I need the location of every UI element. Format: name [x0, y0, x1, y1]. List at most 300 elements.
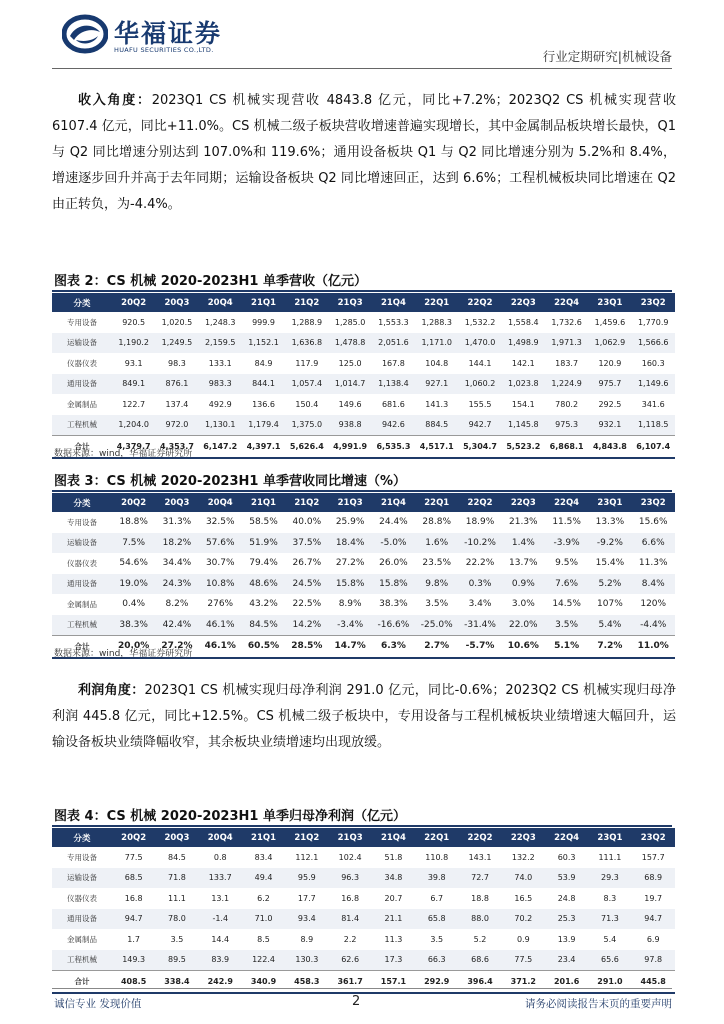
table-cell: 49.4 [242, 868, 285, 889]
table-cell: 972.0 [155, 415, 198, 436]
table-cell: 22.5% [292, 599, 322, 610]
table-cell: 23.5% [422, 558, 452, 569]
table-cell: 68.6 [458, 950, 501, 971]
table-cell: 1,732.6 [551, 317, 582, 327]
table-cell: 1,248.3 [204, 317, 236, 327]
table-cell: 167.8 [381, 358, 405, 368]
table-cell: 141.3 [425, 399, 449, 409]
table-cell: 28.8% [422, 517, 452, 528]
table-cell: 1,470.0 [458, 333, 501, 354]
table-cell: -10.2% [458, 533, 501, 554]
table-cell: 4,379.7 [112, 436, 155, 458]
table-cell: 54.6% [119, 558, 148, 569]
table-cell: 94.7 [632, 909, 675, 930]
revenue-paragraph-text: 2023Q1 CS 机械实现营收 4843.8 亿元，同比+7.2%；2023Q2 CS 机械实现营收 6107.4 亿元，同比+11.0%。CS 机械二级子板块营收增速普遍实现增长，其中金属制品板块增长最快，Q1 与 Q2 同比增速分别达到 107.0%和 119.6%；通用设备板块 Q1 与 Q2 同比增速分别为 5.2%和 8.4%，增速逐步回升并高于去年同期；运输设备板块 Q2 同比增速回正，达到 6.6%；工程机械板块同比增速在 Q2 由正转负，为-4.4%。 [52, 93, 676, 212]
table-cell: 1,145.8 [502, 415, 545, 436]
table-cell: 1,224.9 [545, 374, 588, 395]
table-cell: 15.6% [638, 517, 668, 528]
table-cell: 122.4 [242, 950, 285, 971]
row-label: 通用设备 [52, 909, 112, 930]
table-cell: -16.6% [372, 615, 415, 636]
column-header: 20Q4 [199, 828, 242, 847]
table-cell: 10.6% [502, 636, 545, 658]
column-header: 分类 [52, 493, 112, 512]
table-row [52, 374, 675, 395]
table-cell: 983.3 [199, 374, 242, 395]
table-cell: 155.5 [468, 399, 492, 409]
table-cell: 94.7 [112, 909, 155, 930]
column-header: 22Q4 [545, 828, 588, 847]
table-cell: 18.8 [471, 893, 489, 903]
table-cell: 26.7% [292, 558, 322, 569]
table-cell: 34.4% [162, 558, 192, 569]
table-cell: 120% [640, 599, 667, 610]
table-cell: 51.9% [242, 533, 285, 554]
table-row [52, 512, 675, 533]
table-row [52, 533, 675, 554]
table-cell: 24.3% [155, 574, 198, 595]
table-cell: 1,288.3 [421, 317, 452, 327]
column-header: 22Q3 [502, 828, 545, 847]
column-header: 22Q2 [458, 493, 501, 512]
table-cell: 276% [207, 599, 234, 610]
row-label: 合计 [52, 636, 112, 658]
table-cell: 292.5 [598, 399, 622, 409]
table-cell: 160.3 [641, 358, 665, 368]
column-header: 21Q4 [372, 828, 415, 847]
column-header: 22Q1 [415, 293, 458, 312]
column-header: 21Q2 [285, 828, 328, 847]
table-cell: 8.2% [165, 599, 189, 610]
row-label: 合计 [52, 436, 112, 458]
fig4-title: 图表 4：CS 机械 2020-2023H1 单季归母净利润（亿元） [54, 809, 406, 824]
table-cell: 2,159.5 [199, 333, 242, 354]
row-label: 金属制品 [67, 599, 97, 609]
column-header: 23Q2 [632, 293, 675, 312]
column-header: 20Q2 [112, 293, 155, 312]
table-cell: 57.6% [199, 533, 242, 554]
table-cell: 396.4 [458, 971, 501, 993]
table-cell: 15.8% [328, 574, 371, 595]
table-cell: 120.9 [598, 358, 622, 368]
table-cell: 4,517.1 [415, 436, 458, 458]
column-header: 22Q4 [545, 493, 588, 512]
fig2-title-rule [52, 290, 672, 292]
table-cell: 13.9 [557, 934, 576, 944]
column-header: 21Q4 [372, 293, 415, 312]
table-cell: 157.1 [372, 971, 415, 993]
column-header: 分类 [52, 828, 112, 847]
table-cell: 31.3% [162, 517, 192, 528]
table-cell: 1,285.0 [334, 317, 366, 327]
table-cell: 48.6% [242, 574, 285, 595]
fig4-profit-table [52, 828, 675, 994]
table-cell: 1,023.8 [502, 374, 545, 395]
table-cell: 24.8 [557, 893, 576, 903]
profit-paragraph [52, 678, 676, 756]
table-cell: 32.5% [205, 517, 235, 528]
table-row [52, 553, 675, 574]
table-cell: 25.9% [335, 517, 365, 528]
table-cell: 142.1 [511, 358, 535, 368]
table-cell: 102.4 [338, 852, 362, 862]
table-cell: 150.4 [295, 399, 319, 409]
table-cell: 149.3 [112, 950, 155, 971]
table-cell: 1,558.4 [508, 317, 539, 327]
table-cell: 17.3 [372, 950, 415, 971]
table-cell: 17.7 [297, 893, 316, 903]
table-cell: 27.2% [335, 558, 365, 569]
table-cell: 13.1 [211, 893, 230, 903]
fig4-title-rule [52, 825, 672, 827]
table-cell: 6.9 [646, 934, 660, 944]
profit-paragraph-lead: 利润角度： [78, 683, 145, 698]
table-cell: 458.3 [285, 971, 328, 993]
table-cell: 1,118.5 [632, 415, 675, 436]
column-header: 20Q4 [199, 293, 242, 312]
table-cell: 1.7 [127, 934, 141, 944]
table-cell: 15.8% [372, 574, 415, 595]
table-cell: 149.6 [338, 399, 362, 409]
column-header: 20Q2 [112, 828, 155, 847]
table-cell: 0.3% [458, 574, 501, 595]
table-cell: 112.1 [295, 852, 319, 862]
table-cell: 5,626.4 [285, 436, 328, 458]
table-cell: 43.2% [249, 599, 278, 610]
table-cell: 0.8 [213, 852, 227, 862]
table-cell: 492.9 [208, 399, 232, 409]
footer-disclaimer: 请务必阅读报告末页的重要声明 [525, 998, 672, 1010]
table-cell: 18.2% [155, 533, 198, 554]
table-cell: 137.4 [165, 399, 189, 409]
table-cell: 2.7% [415, 636, 458, 658]
column-header: 22Q1 [415, 493, 458, 512]
column-header: 22Q1 [415, 828, 458, 847]
table-row [52, 909, 675, 930]
table-cell: 6.6% [632, 533, 675, 554]
table-row [52, 415, 675, 436]
fig3-source: 数据来源：wind，华福证券研究所 [54, 649, 193, 659]
table-cell: 1,060.2 [458, 374, 501, 395]
row-label: 专用设备 [67, 852, 97, 862]
table-cell: 0.9% [502, 574, 545, 595]
table-cell: 3.5% [545, 615, 588, 636]
table-cell: 6,535.3 [372, 436, 415, 458]
table-cell: -5.7% [458, 636, 501, 658]
table-cell: 445.8 [632, 971, 675, 993]
table-cell: 14.5% [552, 599, 581, 610]
table-cell: 42.4% [155, 615, 198, 636]
table-row [52, 888, 675, 909]
table-cell: 5.4% [588, 615, 631, 636]
table-cell: 2.2 [343, 934, 357, 944]
fig3-title-rule [52, 490, 672, 492]
row-label: 合计 [52, 971, 112, 993]
column-header: 22Q2 [458, 293, 501, 312]
revenue-paragraph-lead: 收入角度： [78, 93, 152, 108]
table-row [52, 312, 675, 333]
table-cell: 920.5 [122, 317, 146, 327]
column-header: 21Q3 [328, 493, 371, 512]
column-header: 23Q2 [632, 828, 675, 847]
table-cell: 10.8% [199, 574, 242, 595]
column-header: 20Q3 [155, 293, 198, 312]
table-cell: 39.8 [415, 868, 458, 889]
table-cell: 68.5 [112, 868, 155, 889]
table-row [52, 847, 675, 868]
column-header: 23Q1 [588, 293, 631, 312]
table-cell: 1,532.2 [464, 317, 496, 327]
table-cell: 14.4 [211, 934, 230, 944]
table-cell: 1,190.2 [112, 333, 155, 354]
column-header: 分类 [52, 293, 112, 312]
table-cell: 8.4% [632, 574, 675, 595]
column-header: 20Q3 [155, 493, 198, 512]
table-cell: 24.4% [379, 517, 408, 528]
table-cell: 5,523.2 [502, 436, 545, 458]
table-cell: 932.1 [588, 415, 631, 436]
table-cell: 157.7 [641, 852, 665, 862]
table-cell: 74.0 [502, 868, 545, 889]
table-cell: 143.1 [468, 852, 492, 862]
table-header-row [52, 293, 675, 312]
table-cell: 1,020.5 [161, 317, 193, 327]
table-cell: 15.4% [595, 558, 625, 569]
table-cell: 71.3 [588, 909, 631, 930]
table-cell: 133.1 [208, 358, 232, 368]
table-cell: 4,353.7 [155, 436, 198, 458]
table-cell: 6.7 [430, 893, 444, 903]
table-row [52, 868, 675, 889]
table-cell: -3.9% [545, 533, 588, 554]
table-cell: 1,057.4 [285, 374, 328, 395]
table-cell: 6,868.1 [545, 436, 588, 458]
table-cell: 27.2% [155, 636, 198, 658]
table-row [52, 950, 675, 971]
table-cell: 3.4% [468, 599, 492, 610]
row-label: 仪器仪表 [67, 893, 97, 903]
table-cell: -31.4% [458, 615, 501, 636]
table-cell: 26.0% [379, 558, 408, 569]
table-cell: 9.8% [415, 574, 458, 595]
table-cell: 71.8 [155, 868, 198, 889]
table-cell: 11.3% [638, 558, 668, 569]
table-cell: 292.9 [415, 971, 458, 993]
table-cell: 29.3 [588, 868, 631, 889]
column-header: 23Q1 [588, 493, 631, 512]
table-cell: 22.0% [502, 615, 545, 636]
table-header-row [52, 828, 675, 847]
column-header: 20Q3 [155, 828, 198, 847]
table-cell: 154.1 [511, 399, 535, 409]
table-cell: 3.0% [511, 599, 535, 610]
table-cell: 68.9 [632, 868, 675, 889]
table-cell: 79.4% [249, 558, 278, 569]
row-label: 金属制品 [67, 934, 97, 944]
table-cell: 5.2% [588, 574, 631, 595]
table-cell: 28.5% [285, 636, 328, 658]
table-cell: 927.1 [415, 374, 458, 395]
table-cell: 30.7% [205, 558, 235, 569]
table-cell: 65.6 [588, 950, 631, 971]
header-divider [52, 68, 672, 69]
fig3-growth-table [52, 493, 675, 659]
table-cell: 341.6 [641, 399, 665, 409]
table-cell: 70.2 [502, 909, 545, 930]
table-cell: 1,566.6 [632, 333, 675, 354]
table-cell: 40.0% [292, 517, 322, 528]
table-cell: 107% [597, 599, 623, 610]
table-cell: 340.9 [242, 971, 285, 993]
table-cell: 6,107.4 [632, 436, 675, 458]
table-cell: 8.9 [300, 934, 314, 944]
table-row [52, 574, 675, 595]
table-cell: 1,171.0 [415, 333, 458, 354]
table-cell: 0.4% [122, 599, 146, 610]
row-label: 通用设备 [52, 374, 112, 395]
page-header [0, 0, 724, 70]
table-cell: 1,459.6 [594, 317, 626, 327]
logo-text-cn: 华福证券 [114, 19, 223, 48]
table-cell: 942.7 [458, 415, 501, 436]
table-cell: 53.9 [545, 868, 588, 889]
table-cell: 97.8 [632, 950, 675, 971]
table-cell: -3.4% [328, 615, 371, 636]
table-cell: 133.7 [199, 868, 242, 889]
row-label: 仪器仪表 [67, 558, 97, 568]
table-cell: 60.5% [242, 636, 285, 658]
table-cell: 1,498.9 [502, 333, 545, 354]
column-header: 21Q2 [285, 293, 328, 312]
column-header: 20Q2 [112, 493, 155, 512]
table-cell: 780.2 [555, 399, 579, 409]
table-cell: 338.4 [155, 971, 198, 993]
logo-text-en: HUAFU SECURITIES CO.,LTD. [114, 46, 214, 54]
table-cell: 136.6 [252, 399, 275, 409]
table-row [52, 394, 675, 415]
table-cell: 1,152.1 [242, 333, 285, 354]
column-header: 21Q3 [328, 828, 371, 847]
table-cell: 77.5 [502, 950, 545, 971]
table-cell: 84.5% [242, 615, 285, 636]
table-cell: 3.5 [430, 934, 444, 944]
table-cell: 89.5 [155, 950, 198, 971]
row-label: 通用设备 [52, 574, 112, 595]
table-cell: 1,179.4 [242, 415, 285, 436]
table-cell: 21.1 [372, 909, 415, 930]
table-cell: 844.1 [242, 374, 285, 395]
table-cell: 1,130.1 [199, 415, 242, 436]
table-cell: 83.9 [199, 950, 242, 971]
table-cell: 1,478.8 [328, 333, 371, 354]
table-cell: 5,304.7 [458, 436, 501, 458]
table-cell: 84.9 [254, 358, 273, 368]
table-cell: 2,051.6 [372, 333, 415, 354]
table-cell: 371.2 [502, 971, 545, 993]
table-cell: 60.3 [557, 852, 576, 862]
table-row [52, 929, 675, 950]
table-cell: 95.9 [285, 868, 328, 889]
table-cell: 19.0% [112, 574, 155, 595]
table-cell: 125.0 [338, 358, 362, 368]
table-cell: 51.8 [384, 852, 403, 862]
row-label: 工程机械 [52, 950, 112, 971]
table-cell: 22.2% [465, 558, 495, 569]
table-row [52, 971, 675, 993]
table-cell: 18.4% [328, 533, 371, 554]
table-cell: 14.7% [328, 636, 371, 658]
table-cell: 1,149.6 [632, 374, 675, 395]
table-cell: 0.9 [516, 934, 530, 944]
table-cell: 4,991.9 [328, 436, 371, 458]
column-header: 21Q2 [285, 493, 328, 512]
table-cell: 3.5% [425, 599, 449, 610]
row-label: 专用设备 [67, 317, 97, 327]
table-cell: 1,288.9 [291, 317, 323, 327]
table-cell: 38.3% [112, 615, 155, 636]
column-header: 23Q1 [588, 828, 631, 847]
table-cell: 93.1 [124, 358, 143, 368]
document-type: 行业定期研究|机械设备 [542, 49, 672, 64]
table-cell: 21.3% [509, 517, 538, 528]
profit-paragraph-text: 2023Q1 CS 机械实现归母净利润 291.0 亿元，同比-0.6%；2023Q2 CS 机械实现归母净利润 445.8 亿元，同比+12.5%。CS 机械二级子板块中，专用设备与工程机械板块业绩增速大幅回升，运输设备板块业绩降幅收窄，其余板块业绩增速均出现放缓。 [52, 683, 676, 750]
table-cell: 201.6 [545, 971, 588, 993]
table-cell: 11.1 [168, 893, 186, 903]
table-cell: 9.5% [555, 558, 579, 569]
table-cell: 4,397.1 [242, 436, 285, 458]
table-cell: 5.4 [603, 934, 617, 944]
table-cell: -4.4% [632, 615, 675, 636]
table-cell: 1,636.8 [285, 333, 328, 354]
page-number: 2 [352, 994, 361, 1009]
table-row [52, 594, 675, 615]
row-label: 工程机械 [52, 615, 112, 636]
table-cell: 20.0% [112, 636, 155, 658]
table-cell: -9.2% [588, 533, 631, 554]
table-cell: 16.5 [514, 893, 533, 903]
table-cell: 11.0% [632, 636, 675, 658]
column-header: 21Q1 [242, 828, 285, 847]
table-cell: 24.5% [285, 574, 328, 595]
table-cell: 19.7 [644, 893, 663, 903]
table-cell: 20.7 [384, 893, 403, 903]
table-cell: 11.3 [384, 934, 403, 944]
table-cell: 58.5% [249, 517, 278, 528]
table-cell: 5.2 [473, 934, 487, 944]
fig2-source: 数据来源：wind，华福证券研究所 [54, 449, 193, 459]
column-header: 20Q4 [199, 493, 242, 512]
fig2-revenue-table [52, 293, 675, 459]
table-cell: 81.4 [328, 909, 371, 930]
huafu-logo-icon [62, 14, 108, 54]
table-cell: 4,843.8 [588, 436, 631, 458]
table-row [52, 353, 675, 374]
table-cell: 3.5 [170, 934, 184, 944]
table-cell: 999.9 [252, 317, 275, 327]
column-header: 21Q1 [242, 293, 285, 312]
table-cell: 66.3 [415, 950, 458, 971]
table-cell: 37.5% [285, 533, 328, 554]
table-cell: 5.1% [545, 636, 588, 658]
table-cell: 13.7% [509, 558, 538, 569]
column-header: 22Q4 [545, 293, 588, 312]
table-cell: 122.7 [122, 399, 146, 409]
table-cell: 34.8 [372, 868, 415, 889]
table-cell: 7.2% [588, 636, 631, 658]
table-cell: 1,062.9 [588, 333, 631, 354]
table-cell: 18.8% [119, 517, 148, 528]
fig2-title: 图表 2：CS 机械 2020-2023H1 单季营收（亿元） [54, 274, 367, 289]
